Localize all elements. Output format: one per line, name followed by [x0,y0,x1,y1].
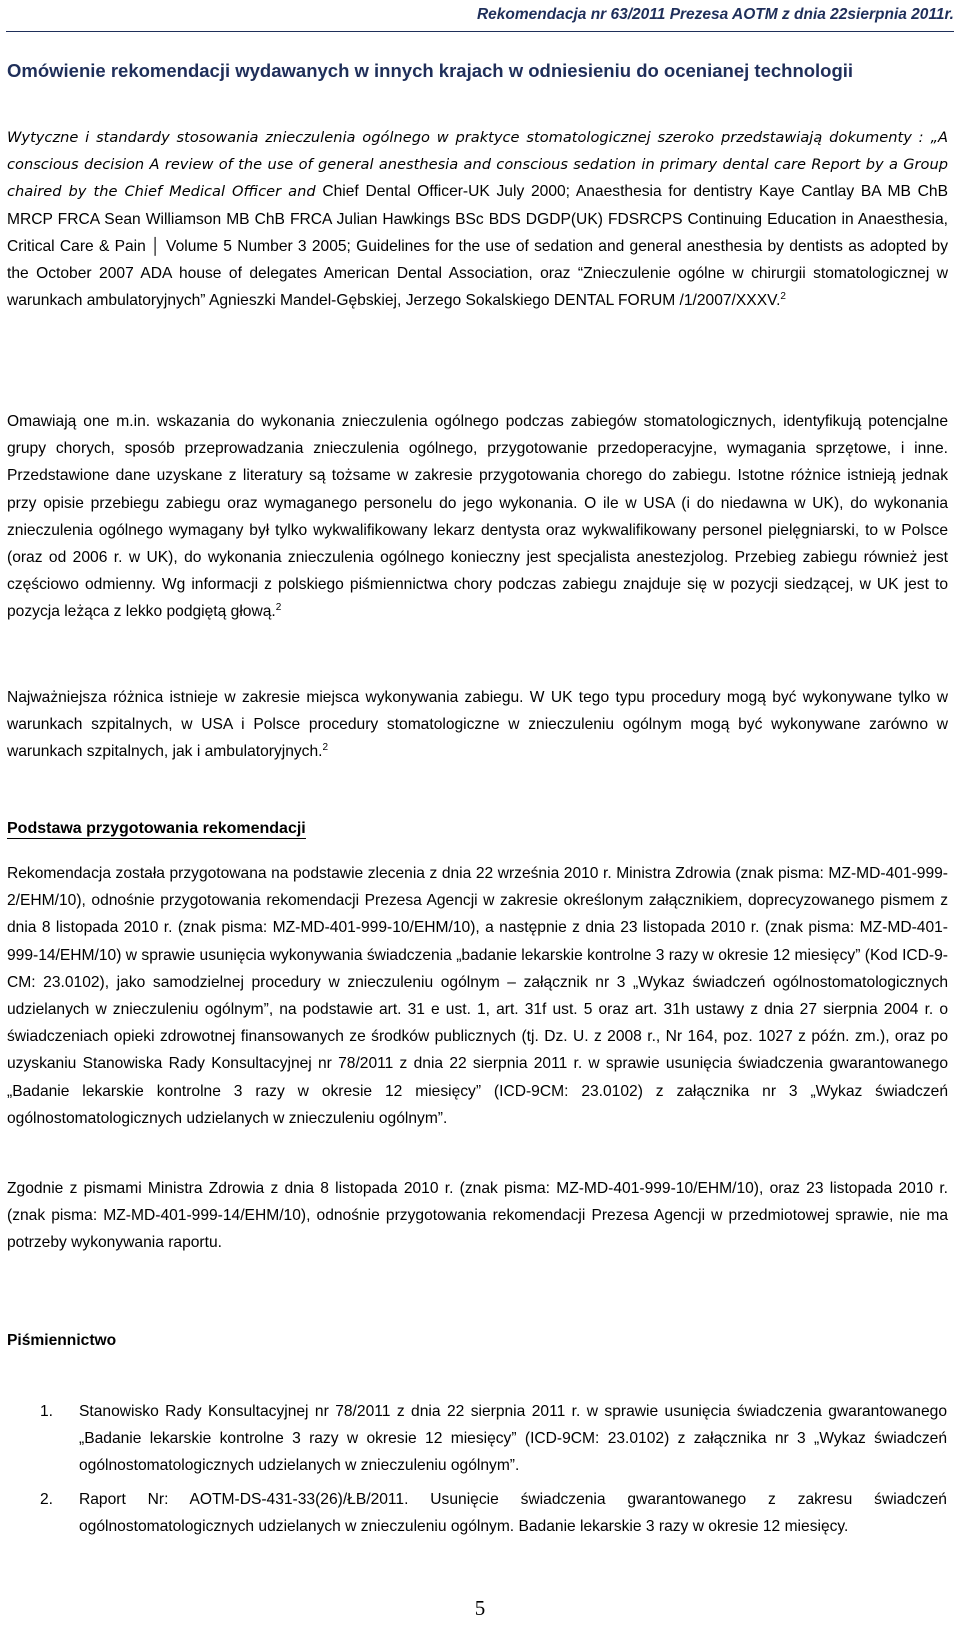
section-heading-basis: Podstawa przygotowania rekomendacji [7,820,306,837]
paragraph-guidelines-italic-part: Wytyczne i standardy stosowania znieczulenia ogólnego w praktyce stomatologicznej szeroko przedstawiają dokumenty : „A conscious decision A review of the use of general anesthesia and conscious sedation in primary dental care Report by a Group chaired by the Chief Medical Officer and [7,129,948,201]
paragraph-key-difference [7,684,948,766]
header-divider [6,31,954,32]
footnote-marker: 2 [275,602,282,614]
reference-number: 1. [40,1403,54,1420]
reference-item [0,1486,960,1540]
section-heading-other-countries: Omówienie rekomendacji wydawanych w innych krajach w odniesieniu do ocenianej technologii [7,60,854,81]
document-header-reference: Rekomendacja nr 63/2011 Prezesa AOTM z dnia 22sierpnia 2011r. [476,6,954,23]
paragraph-basis-commission: Rekomendacja została przygotowana na podstawie zlecenia z dnia 22 września 2010 r. Ministra Zdrowia (znak pisma: MZ-MD-401-999-2/EHM/10), odnośnie przygotowania rekomendacji Prezesa Agencji w zakresie określonym załącznikiem, doprecyzowanego pismem z dnia 8 listopada 2010 r. (znak pisma: MZ-MD-401-999-10/EHM/10), a następnie z dnia 23 listopada 2010 r. (znak pisma: MZ-MD-401-999-14/EHM/10) w sprawie usunięcia wykonywania świadczenia „badanie lekarskie kontrolne 3 razy w okresie 12 miesięcy” (Kod ICD-9-CM: 23.0102), jako samodzielnej procedury w znieczuleniu ogólnym – załącznik nr 3 „Wykaz świadczeń ogólnostomatologicznych udzielanych w znieczuleniu ogólnym”, na podstawie art. 31 e ust. 1, art. 31f ust. 5 oraz art. 31h ustawy z dnia 27 sierpnia 2004 r. o świadczeniach opieki zdrowotnej finansowanych ze środków publicznych (tj. Dz. U. z 2008 r., Nr 164, poz. 1027 z późn. zm.), oraz po uzyskaniu Stanowiska Rady Konsultacyjnej nr 78/2011 z dnia 22 sierpnia 2011 r. w sprawie usunięcia świadczenia gwarantowanego „Badanie lekarskie kontrolne 3 razy w okresie 12 miesięcy” (ICD-9CM: 23.0102) z załącznika nr 3 „Wykaz świadczeń ogólnostomatologicznych udzielanych w znieczuleniu ogólnym”. [7,865,948,1127]
paragraph-guidelines [7,124,948,314]
references-heading: Piśmiennictwo [7,1332,117,1349]
paragraph-basis-no-report: Zgodnie z pismami Ministra Zdrowia z dnia 8 listopada 2010 r. (znak pisma: MZ-MD-401-999-10/EHM/10), oraz 23 listopada 2010 r. (znak pisma: MZ-MD-401-999-14/EHM/10), odnośnie przygotowania rekomendacji Prezesa Agencji w przedmiotowej sprawie, nie ma potrzeby wykonywania raportu. [7,1180,948,1252]
paragraph-guidelines-text: Chief Dental Officer-UK July 2000; Anaesthesia for dentistry Kaye Cantlay BA MB ChB MRCP FRCA Sean Williamson MB ChB FRCA Julian Hawkings BSc BDS DGDP(UK) FDSRCPS Continuing Education in Anaesthesia, Critical Care & Pain │ Volume 5 Number 3 2005; Guidelines for the use of sedation and general anesthesia by dentists as adopted by the October 2007 ADA house of delegates American Dental Association, oraz “Znieczulenie ogólne w chirurgii stomatologicznej w warunkach ambulatoryjnych” Agnieszki Mandel-Gębskiej, Jerzego Sokalskiego DENTAL FORUM /1/2007/XXXV. [7,183,948,310]
reference-item [0,1398,960,1480]
paragraph-key-difference-text: Najważniejsza różnica istnieje w zakresie miejsca wykonywania zabiegu. W UK tego typu procedury mogą być wykonywane tylko w warunkach szpitalnych, w USA i Polsce procedury stomatologiczne w znieczuleniu ogólnym mogą być wykonywane zarówno w warunkach szpitalnych, jak i ambulatoryjnych. [7,689,948,761]
footnote-marker: 2 [780,291,786,303]
reference-text: Stanowisko Rady Konsultacyjnej nr 78/2011 z dnia 22 sierpnia 2011 r. w sprawie usunięcia świadczenia gwarantowanego „Badanie lekarskie kontrolne 3 razy w okresie 12 miesięcy” (ICD-9CM: 23.0102) z załącznika nr 3 „Wykaz świadczeń ogólnostomatologicznych udzielanych w znieczuleniu ogólnym”. [79,1403,947,1475]
reference-number: 2. [40,1490,54,1508]
footnote-marker: 2 [322,742,329,754]
paragraph-discussion-text: Omawiają one m.in. wskazania do wykonania znieczulenia ogólnego podczas zabiegów stomatologicznych, identyfikują potencjalne grupy chorych, sposób przeprowadzania znieczulenia ogólnego, przygotowanie przedoperacyjne, wymagania sprzętowe, i inne. Przedstawione dane uzyskane z literatury są tożsame w zakresie przygotowania chorego do zabiegu. Istotne różnice istnieją jednak przy opisie przebiegu zabiegu oraz wymaganego personelu do jego wykonania. O ile w USA (i do niedawna w UK), do wykonania znieczulenia ogólnego wymagany był tylko wykwalifikowany lekarz dentysta oraz wykwalifikowany personel pielęgniarski, to w Polsce (oraz od 2006 r. w UK), do wykonania znieczulenia ogólnego konieczny jest specjalista anestezjolog. Przebieg zabiegu również jest częściowo odmienny. Wg informacji z polskiego piśmiennictwa chory podczas zabiegu znajduje się w pozycji siedzącej, w UK jest to pozycja leżąca z lekko podgiętą głową. [7,413,948,621]
references-list [0,1398,960,1546]
reference-text: Raport Nr: AOTM-DS-431-33(26)/ŁB/2011. Usunięcie świadczenia gwarantowanego z zakresu świadczeń ogólnostomatologicznych udzielanych w znieczuleniu ogólnym. Badanie lekarskie 3 razy w okresie 12 miesięcy. [79,1490,947,1535]
paragraph-discussion [7,408,948,626]
page-number: 5 [474,1596,486,1620]
